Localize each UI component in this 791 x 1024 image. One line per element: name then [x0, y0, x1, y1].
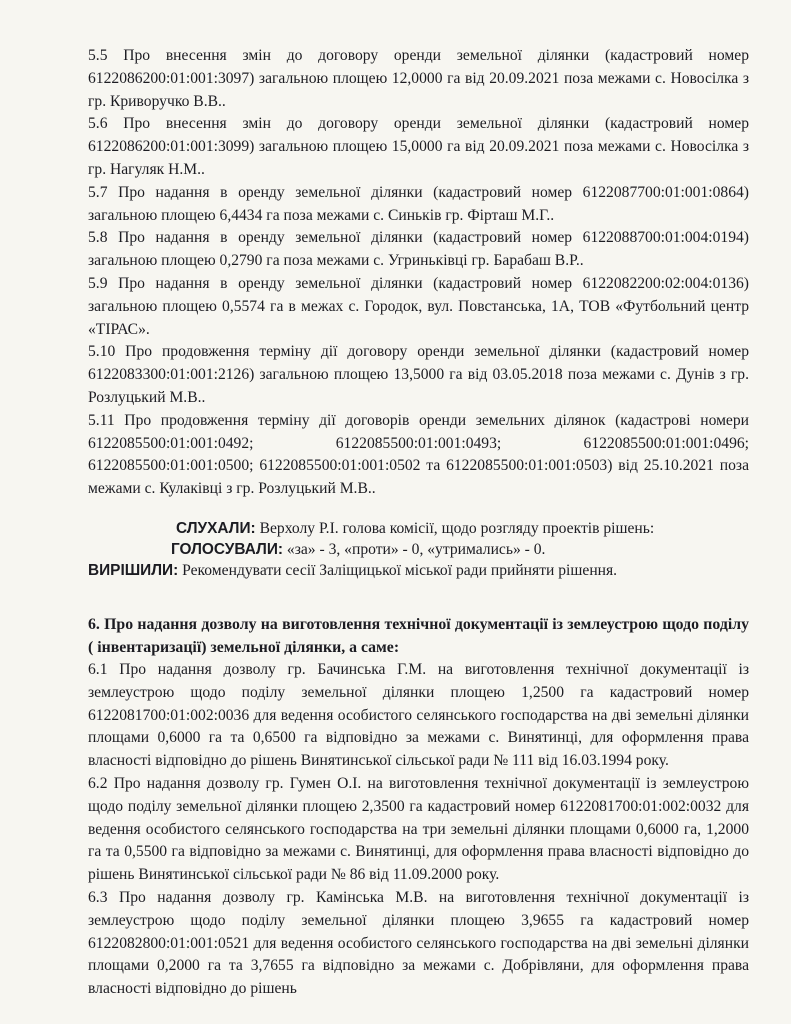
voted-line — [88, 539, 749, 560]
item-6-3: 6.3 Про надання дозволу гр. Камінська М.В. на виготовлення технічної документації із землеустрою щодо поділу земельної ділянки площею 3,9655 га кадастровий номер 6122082800:01:001:0521 для ведення особистого селянського господарства на дві земельні ділянки площами 0,2000 га та 3,7655 га відповідно за межами с. Добрівляни, для оформлення права власності відповідно до рішень — [88, 888, 749, 998]
item-6-2: 6.2 Про надання дозволу гр. Гумен О.І. на виготовлення технічної документації із землеустрою щодо поділу земельної ділянки площею 2,3500 га кадастровий номер 6122081700:01:002:0032 для ведення особистого селянського господарства на три земельні ділянки площами 0,6000 га, 1,2000 га та 0,5500 га відповідно за межами с. Винятинці, для оформлення права власності відповідно до рішень Винятинської сільської ради № 86 від 11.09.2000 року. — [88, 774, 749, 884]
item-5-7: 5.7 Про надання в оренду земельної ділянки (кадастровий номер 6122087700:01:001:0864) загальною площею 6,4434 га поза межами с. Синьків гр. Фірташ М.Г.. — [88, 183, 749, 224]
section-6-title: 6. Про надання дозволу на виготовлення технічної документації із землеустрою щодо поділу ( інвентаризації) земельної ділянки, а саме: — [88, 615, 749, 656]
voted-label: ГОЛОСУВАЛИ: — [171, 540, 284, 558]
items-5-list — [88, 45, 749, 501]
section-6 — [88, 613, 749, 1001]
decided-text: Рекомендувати сесії Заліщицької міської ради прийняти рішення. — [178, 561, 618, 579]
heard-line — [88, 518, 749, 539]
item-5-11: 5.11 Про продовження терміну дії договорів оренди земельних ділянок (кадастрові номери 6122085500:01:001:0492; 6122085500:01:001:0493; 6122085500:01:001:0496; 6122085500:01:001:0500; 6122085500:01:001:0502 та 6122085500:01:001:0503) від 25.10.2021 поза межами с. Кулаківці з гр. Розлуцький М.В.. — [88, 411, 749, 498]
item-5-10: 5.10 Про продовження терміну дії договору оренди земельної ділянки (кадастровий номер 6122083300:01:001:2126) загальною площею 13,5000 га від 03.05.2018 поза межами с. Дунів з гр. Розлуцький М.В.. — [88, 343, 749, 406]
item-5-9: 5.9 Про надання в оренду земельної ділянки (кадастровий номер 6122082200:02:004:0136) загальною площею 0,5574 га в межах с. Городок, вул. Повстанська, 1А, ТОВ «Футбольний центр «ТІРАС». — [88, 274, 749, 338]
decided-label: ВИРІШИЛИ: — [88, 561, 179, 579]
heard-text: Верхолу Р.І. голова комісії, щодо розгляду проектів рішень: — [255, 519, 655, 537]
item-5-5: 5.5 Про внесення змін до договору оренди земельної ділянки (кадастровий номер 6122086200:01:001:3097) загальною площею 12,0000 га від 20.09.2021 поза межами с. Новосілка з гр. Криворучко В.В.. — [88, 47, 749, 110]
item-6-1: 6.1 Про надання дозволу гр. Бачинська Г.М. на виготовлення технічної документації із землеустрою щодо поділу земельної ділянки площею 1,2500 га кадастровий номер 6122081700:01:002:0036 для ведення особистого селянського господарства на дві земельні ділянки площами 0,6000 га та 0,6500 га відповідно за межами с. Винятинці, для оформлення права власності відповідно до рішень Винятинської сільської ради № 111 від 16.03.1994 року. — [88, 660, 749, 770]
item-5-6: 5.6 Про внесення змін до договору оренди земельної ділянки (кадастровий номер 6122086200:01:001:3099) загальною площею 15,0000 га від 20.09.2021 поза межами с. Новосілка з гр. Нагуляк Н.М.. — [88, 115, 749, 178]
decided-line — [88, 560, 749, 581]
heard-label: СЛУХАЛИ: — [176, 519, 256, 537]
item-5-8: 5.8 Про надання в оренду земельної ділянки (кадастровий номер 6122088700:01:004:0194) загальною площею 0,2790 га поза межами с. Угриньківці гр. Барабаш В.Р.. — [88, 229, 749, 270]
vote-block — [88, 518, 749, 581]
voted-text: «за» - 3, «проти» - 0, «утримались» - 0. — [283, 540, 546, 558]
